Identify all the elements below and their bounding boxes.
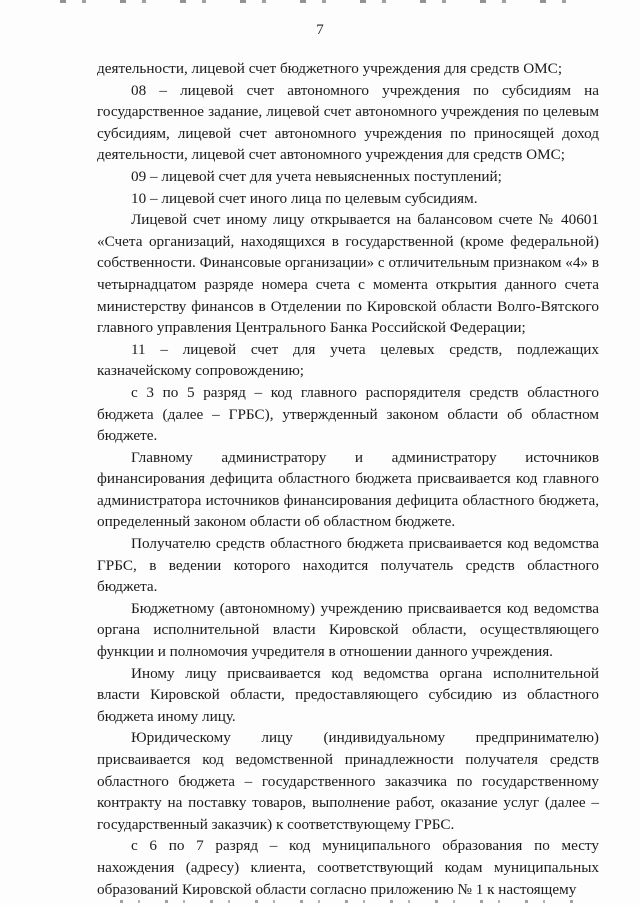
paragraph-9: Получателю средств областного бюджета присваивается код ведомства ГРБС, в ведении которого находится получатель средств областного бюджета. [97, 535, 599, 596]
paragraph-12: Юридическому лицу (индивидуальному предпринимателю) присваивается код ведомственной принадлежности получателя средств областного бюджета – государственного заказчика по государственному контракту на поставку товаров, выполнение работ, оказание услуг (далее – государственный заказчик) к соответствующему ГРБС. [97, 729, 599, 833]
paragraph-5: Лицевой счет иному лицу открывается на балансовом счете № 40601 «Счета организаций, находящихся в государственной (кроме федеральной) собственности. Финансовые организации» с отличительным признаком «4» в четырнадцатом разряде номера счета с момента открытия данного счета министерству финансов в Отделении по Кировской области Волго-Вятского главного управления Центрального Банка Российской Федерации; [97, 211, 599, 337]
paragraph-4: 10 – лицевой счет иного лица по целевым субсидиям. [131, 189, 478, 207]
paragraph-8: Главному администратору и администратору источников финансирования дефицита областного бюджета присваивается код главного администратора источников финансирования дефицита областного бюджета, определенный законом области об областном бюджете. [97, 448, 599, 531]
scan-artifact-top [60, 0, 580, 3]
paragraph-7: с 3 по 5 разряд – код главного распорядителя средств областного бюджета (далее – ГРБС), утвержденный законом области об областном бюджете. [97, 383, 599, 445]
page-number: 7 [316, 22, 324, 38]
document-body [97, 58, 599, 900]
paragraph-6: 11 – лицевой счет для учета целевых средств, подлежащих казначейскому сопровождению; [97, 340, 599, 380]
paragraph-11: Иному лицу присваивается код ведомства органа исполнительной власти Кировской области, предоставляющего субсидию из областного бюджета иному лицу. [97, 664, 599, 725]
paragraph-10: Бюджетному (автономному) учреждению присваивается код ведомства органа исполнительной власти Кировской области, осуществляющего функции и полномочия учредителя в отношении данного учреждения. [97, 599, 599, 661]
paragraph-1: деятельности, лицевой счет бюджетного учреждения для средств ОМС; [97, 60, 563, 77]
paragraph-3: 09 – лицевой счет для учета невыясненных поступлений; [131, 167, 502, 185]
scan-artifact-bottom [120, 900, 580, 903]
paragraph-13: с 6 по 7 разряд – код муниципального образования по месту нахождения (адресу) клиента, соответствующий кодам муниципальных образований Кировской области согласно приложению № 1 к настоящему [97, 837, 599, 898]
paragraph-2: 08 – лицевой счет автономного учреждения по субсидиям на государственное задание, лицевой счет автономного учреждения по целевым субсидиям, лицевой счет автономного учреждения по приносящей доход деятельности, лицевой счет автономного учреждения для средств ОМС; [97, 81, 599, 164]
